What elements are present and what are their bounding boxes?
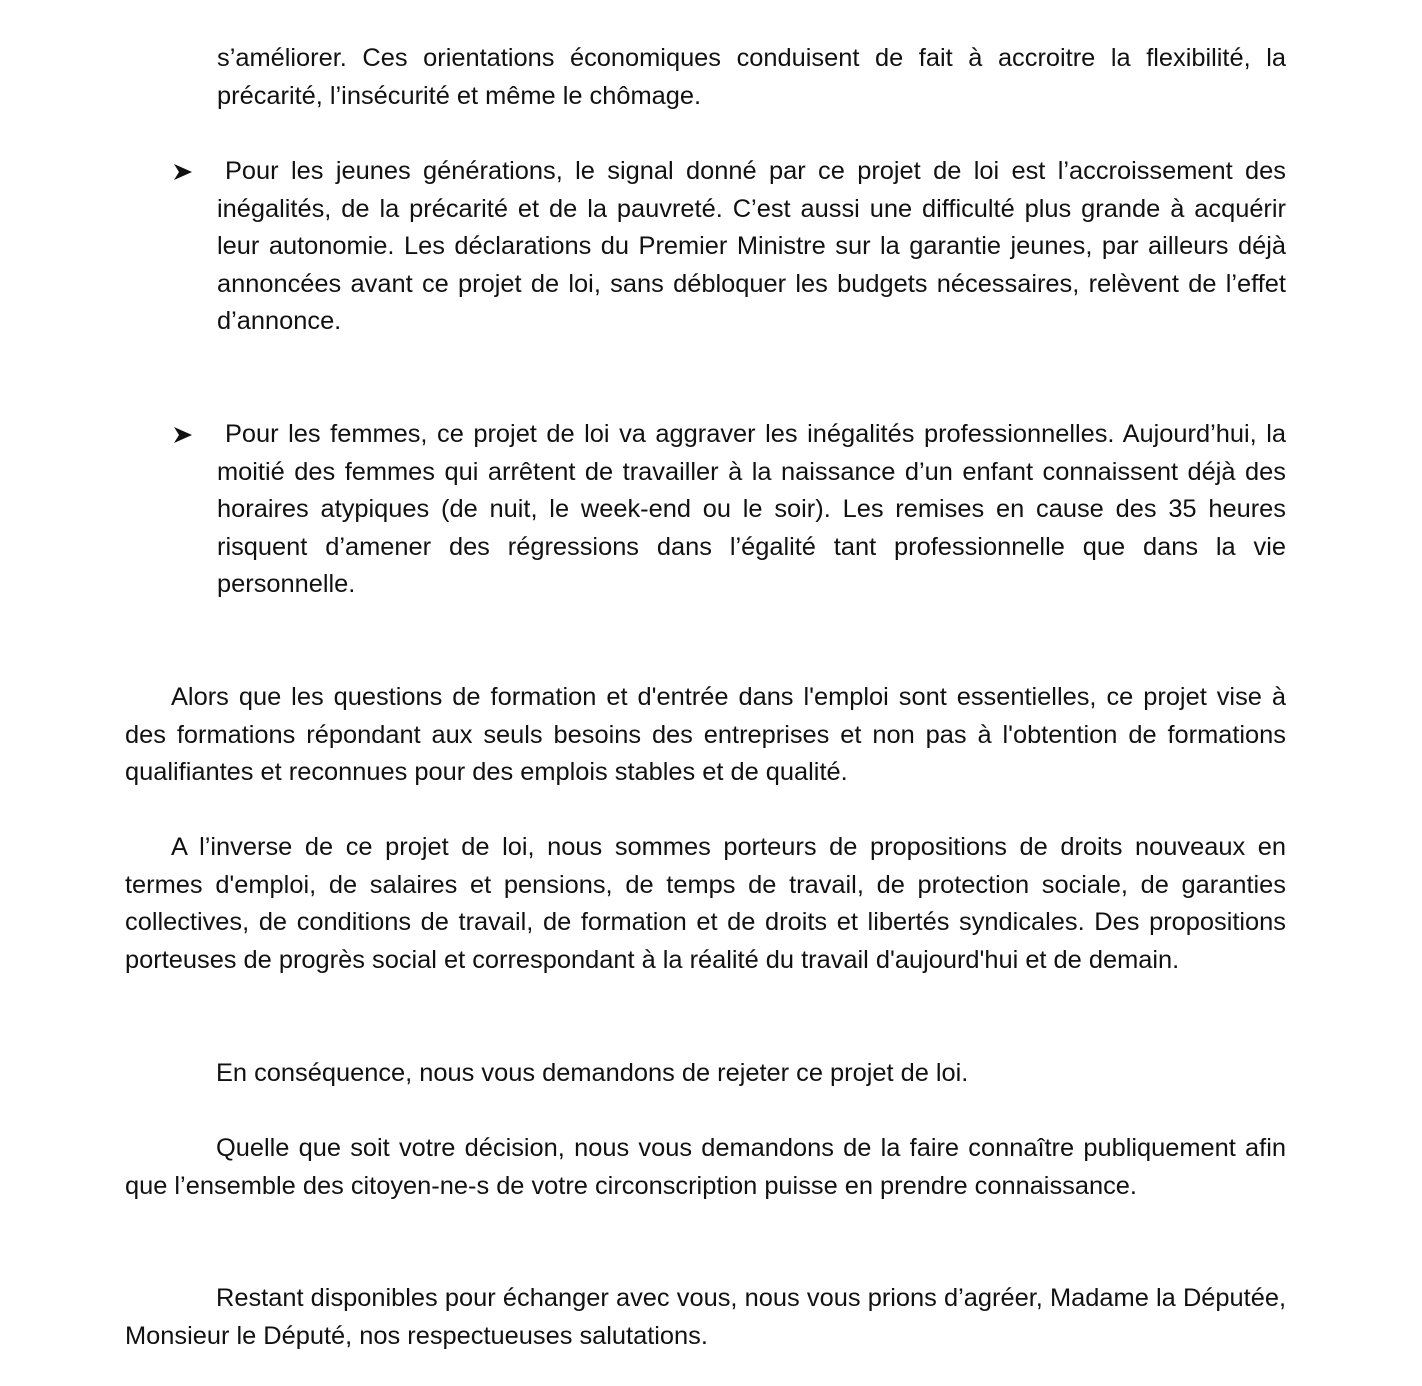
paragraph-formation: Alors que les questions de formation et d'entrée dans l'emploi sont essentielles, ce projet vise à des formations répondant aux seuls besoins des entreprises et non pas à l'obtention de formations qualifiantes et reconnues pour des emplois stables et de qualité. (125, 683, 1286, 787)
bullet-item-jeunes: Pour les jeunes générations, le signal donné par ce projet de loi est l’accroissement des inégalités, de la précarité et de la pauvreté. C’est aussi une difficulté plus grande à acquérir leur autonomie. Les déclarations du Premier Ministre sur la garantie jeunes, par ailleurs déjà annoncées avant ce projet de loi, sans débloquer les budgets nécessaires, relèvent de l’effet d’annonce. (217, 157, 1286, 336)
paragraph-propositions: A l’inverse de ce projet de loi, nous sommes porteurs de propositions de droits nouveaux en termes d'emploi, de salaires et pensions, de temps de travail, de protection sociale, de garanties collectives, de conditions de travail, de formation et de droits et libertés syndicales. Des propositions porteuses de progrès social et correspondant à la réalité du travail d'aujourd'hui et de demain. (125, 833, 1286, 974)
paragraph-closing: Restant disponibles pour échanger avec vous, nous vous prions d’agréer, Madame la Députée, Monsieur le Député, nos respectueuses salutations. (125, 1284, 1286, 1350)
paragraph-decision: Quelle que soit votre décision, nous vous demandons de la faire connaître publiquement afin que l’ensemble des citoyen-ne-s de votre circonscription puisse en prendre connaissance. (125, 1134, 1286, 1200)
arrowhead-bullet-icon (172, 421, 200, 449)
bullet-item-femmes: Pour les femmes, ce projet de loi va aggraver les inégalités professionnelles. Aujourd’hui, la moitié des femmes qui arrêtent de travailler à la naissance d’un enfant connaissent déjà des horaires atypiques (de nuit, le week-end ou le soir). Les remises en cause des 35 heures risquent d’amener des régressions dans l’égalité tant professionnelle que dans la vie personnelle. (217, 420, 1286, 599)
bullet-continuation-text: s’améliorer. Ces orientations économiques conduisent de fait à accroitre la flexibilité, la précarité, l’insécurité et même le chômage. (217, 44, 1286, 110)
paragraph-consequence: En conséquence, nous vous demandons de rejeter ce projet de loi. (216, 1059, 969, 1087)
arrowhead-bullet-icon (172, 158, 200, 186)
